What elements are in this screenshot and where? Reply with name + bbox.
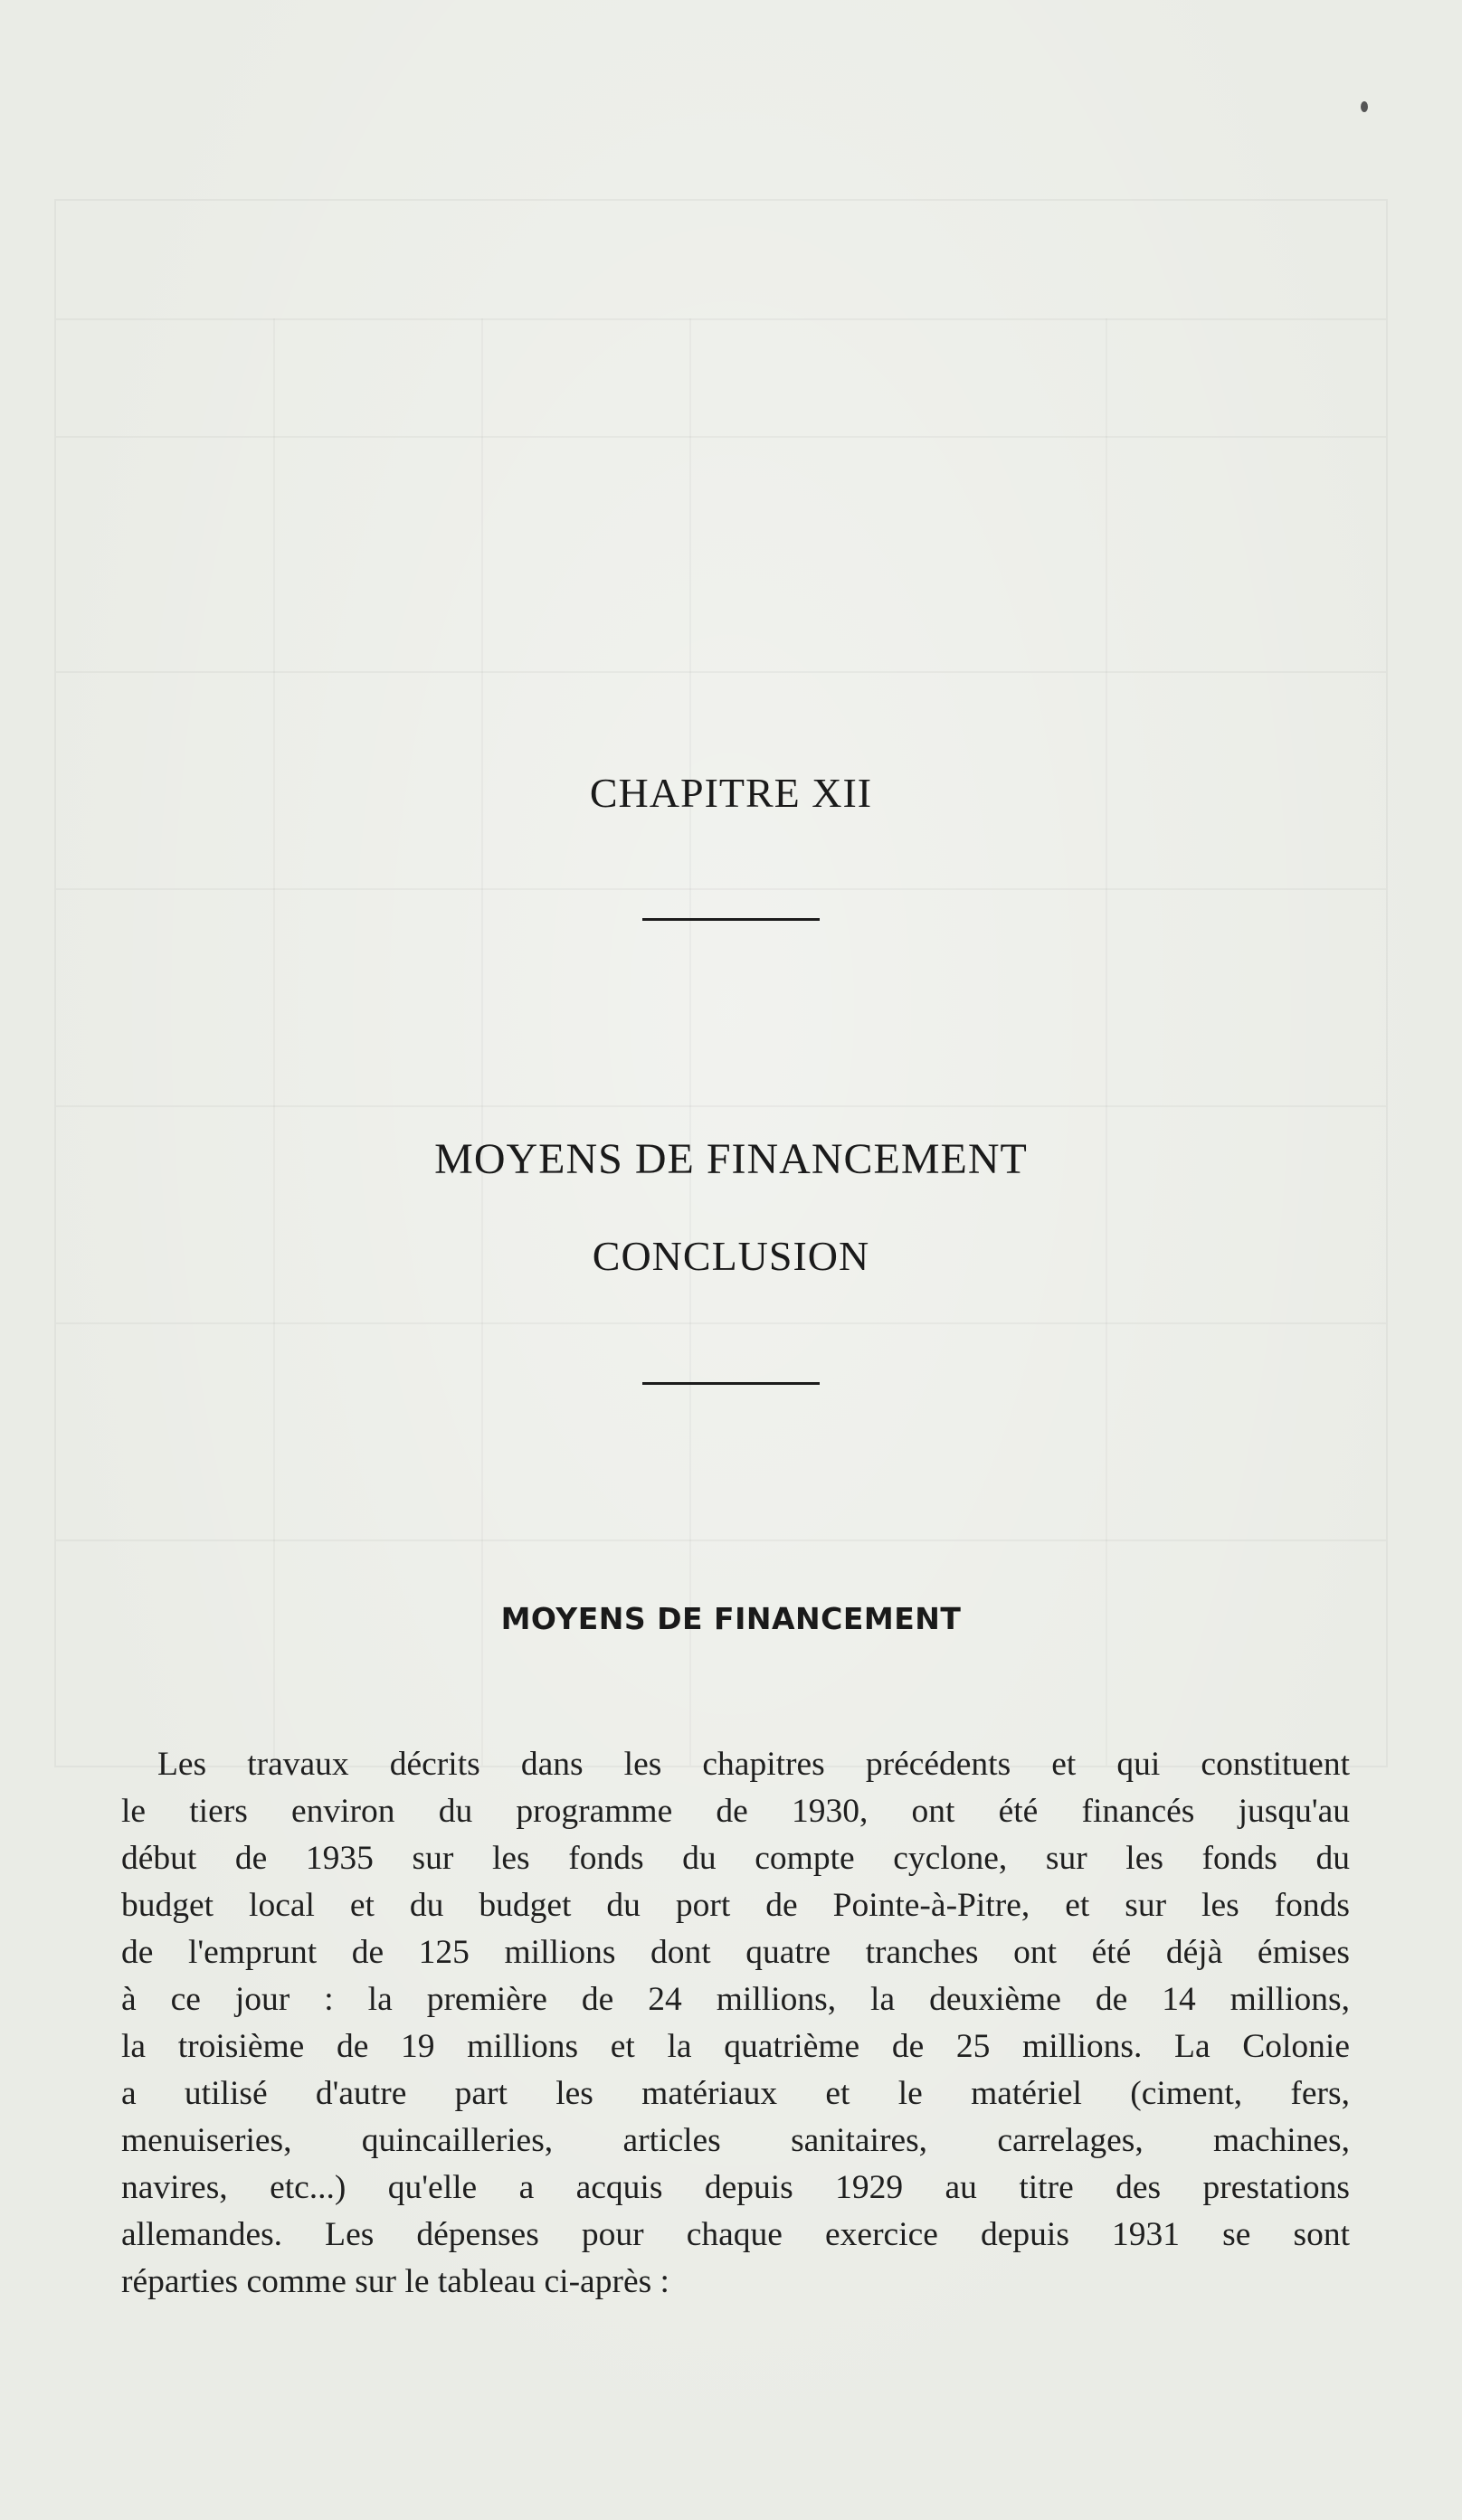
paragraph-line: budget local et du budget du port de Pointe-à-Pitre, et sur les fonds (121, 1887, 1350, 1924)
main-title: MOYENS DE FINANCEMENT (434, 1135, 1028, 1183)
ink-speck (1361, 101, 1368, 112)
bleed-line (273, 318, 275, 1766)
paragraph-line: à ce jour : la première de 24 millions, la deuxième de 14 millions, (121, 1981, 1350, 2018)
chapter-title: CHAPITRE XII (589, 770, 873, 816)
paragraph-line: réparties comme sur le tableau ci-après : (121, 2263, 669, 2300)
paragraph-line: Les travaux décrits dans les chapitres précédents et qui constituent (157, 1746, 1350, 1783)
section-heading: MOYENS DE FINANCEMENT (500, 1601, 962, 1636)
bleed-line (56, 1105, 1386, 1107)
paragraph-line: la troisième de 19 millions et la quatrième de 25 millions. La Colonie (121, 2028, 1350, 2065)
body-paragraph (121, 1741, 1350, 2306)
bleed-line (56, 436, 1386, 438)
paragraph-line: menuiseries, quincailleries, articles sanitaires, carrelages, machines, (121, 2122, 1350, 2159)
bleed-line (56, 671, 1386, 673)
paragraph-line: le tiers environ du programme de 1930, ont été financés jusqu'au (121, 1793, 1350, 1830)
bleed-line (1106, 318, 1107, 1766)
paragraph-line: de l'emprunt de 125 millions dont quatre tranches ont été déjà émises (121, 1934, 1350, 1971)
bleed-line (56, 1322, 1386, 1324)
bleed-line (689, 318, 691, 1766)
divider-rule (642, 1382, 820, 1385)
divider-rule (642, 918, 820, 921)
paragraph-line: a utilisé d'autre part les matériaux et le matériel (ciment, fers, (121, 2075, 1350, 2112)
paragraph-line: navires, etc...) qu'elle a acquis depuis 1929 au titre des prestations (121, 2169, 1350, 2206)
sub-title: CONCLUSION (592, 1233, 870, 1279)
bleed-line (56, 1539, 1386, 1541)
bleed-line (481, 318, 483, 1766)
bleed-line (56, 318, 1386, 320)
bleed-through-table (54, 199, 1388, 1767)
bleed-line (56, 888, 1386, 890)
paragraph-line: allemandes. Les dépenses pour chaque exercice depuis 1931 se sont (121, 2216, 1350, 2253)
paragraph-line: début de 1935 sur les fonds du compte cyclone, sur les fonds du (121, 1840, 1350, 1877)
